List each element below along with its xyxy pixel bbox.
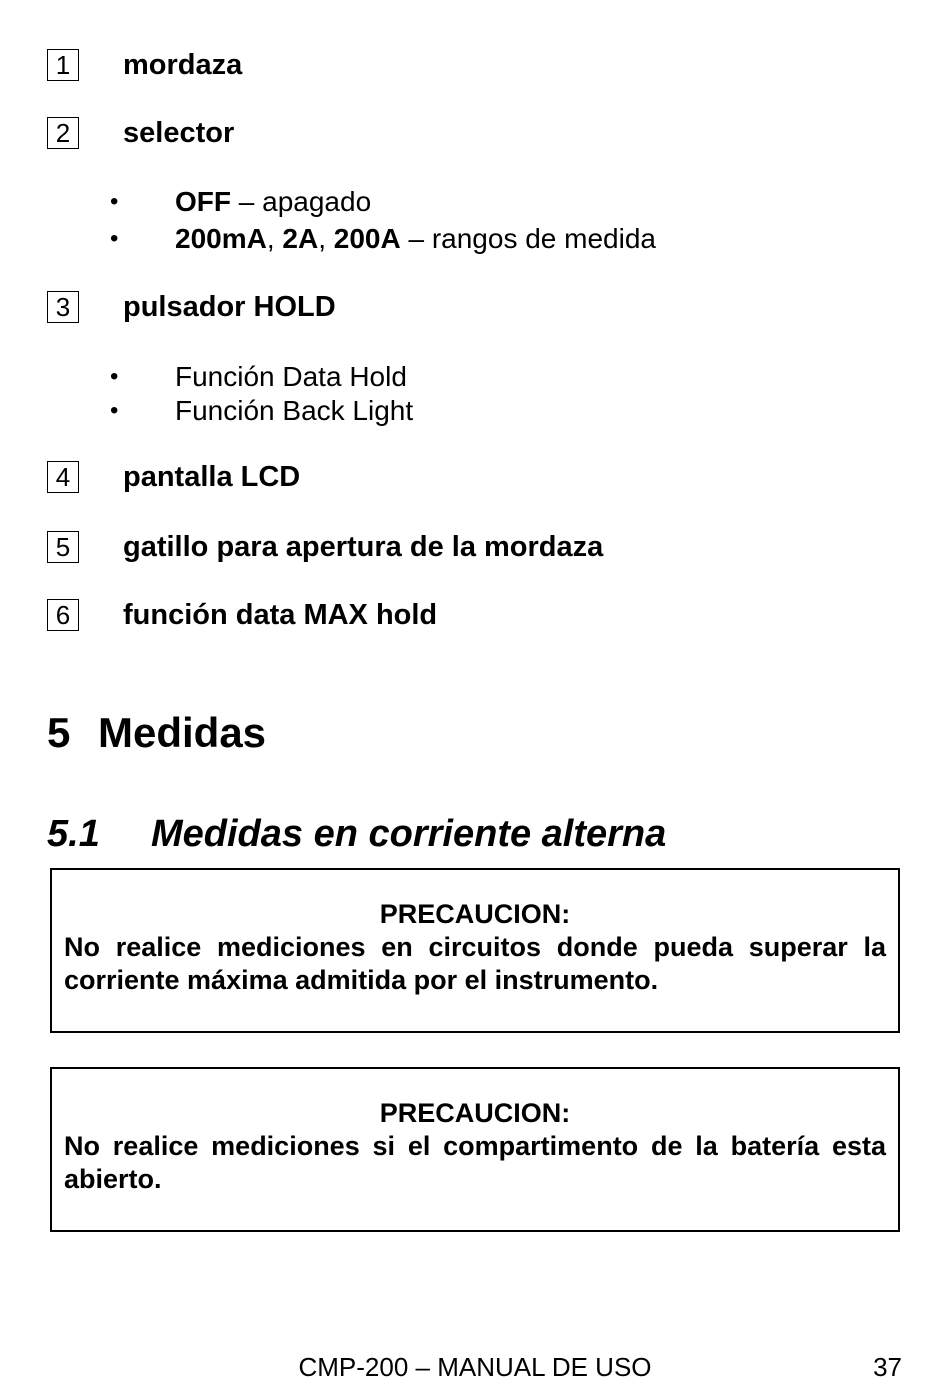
item-number-box: 2 bbox=[47, 117, 79, 149]
item-label: pulsador HOLD bbox=[123, 291, 336, 323]
warning-title: PRECAUCION: bbox=[379, 899, 571, 929]
bullet-text: 200mA, 2A, 200A – rangos de medida bbox=[175, 223, 656, 254]
bullet-dot: • bbox=[110, 225, 119, 252]
item-number-box: 3 bbox=[47, 291, 79, 323]
item-label: selector bbox=[123, 117, 235, 149]
bullet-dot: • bbox=[110, 397, 119, 424]
bullet-text: OFF – apagado bbox=[175, 186, 372, 217]
item-number-box: 5 bbox=[47, 531, 79, 563]
item-number-box: 6 bbox=[47, 599, 79, 631]
page-footer bbox=[0, 1350, 950, 1384]
item-label: mordaza bbox=[123, 49, 243, 81]
warning-box-1 bbox=[50, 868, 900, 1033]
subsection-title: Medidas en corriente alterna bbox=[151, 813, 667, 855]
warning-text: No realice mediciones en circuitos donde pueda superar la corriente máxima admitida por el instrumento. bbox=[64, 932, 886, 995]
warning-box-2 bbox=[50, 1067, 900, 1232]
item-label: función data MAX hold bbox=[123, 599, 438, 631]
section-title: Medidas bbox=[98, 709, 267, 756]
bullet-dot: • bbox=[110, 188, 119, 215]
section-number: 5 bbox=[47, 709, 71, 756]
footer-title: CMP-200 – MANUAL DE USO bbox=[298, 1352, 652, 1382]
page-number: 37 bbox=[873, 1352, 902, 1382]
item-label: pantalla LCD bbox=[123, 461, 301, 493]
warning-title: PRECAUCION: bbox=[379, 1098, 571, 1128]
bullet-dot: • bbox=[110, 363, 119, 390]
item-number-box: 1 bbox=[47, 49, 79, 81]
warning-text: No realice mediciones si el compartimento de la batería esta abierto. bbox=[64, 1131, 886, 1194]
bullet-text: Función Back Light bbox=[175, 395, 414, 426]
bullet-text: Función Data Hold bbox=[175, 361, 407, 392]
subsection-number: 5.1 bbox=[47, 813, 100, 855]
item-label: gatillo para apertura de la mordaza bbox=[123, 531, 604, 563]
item-number-box: 4 bbox=[47, 461, 79, 493]
